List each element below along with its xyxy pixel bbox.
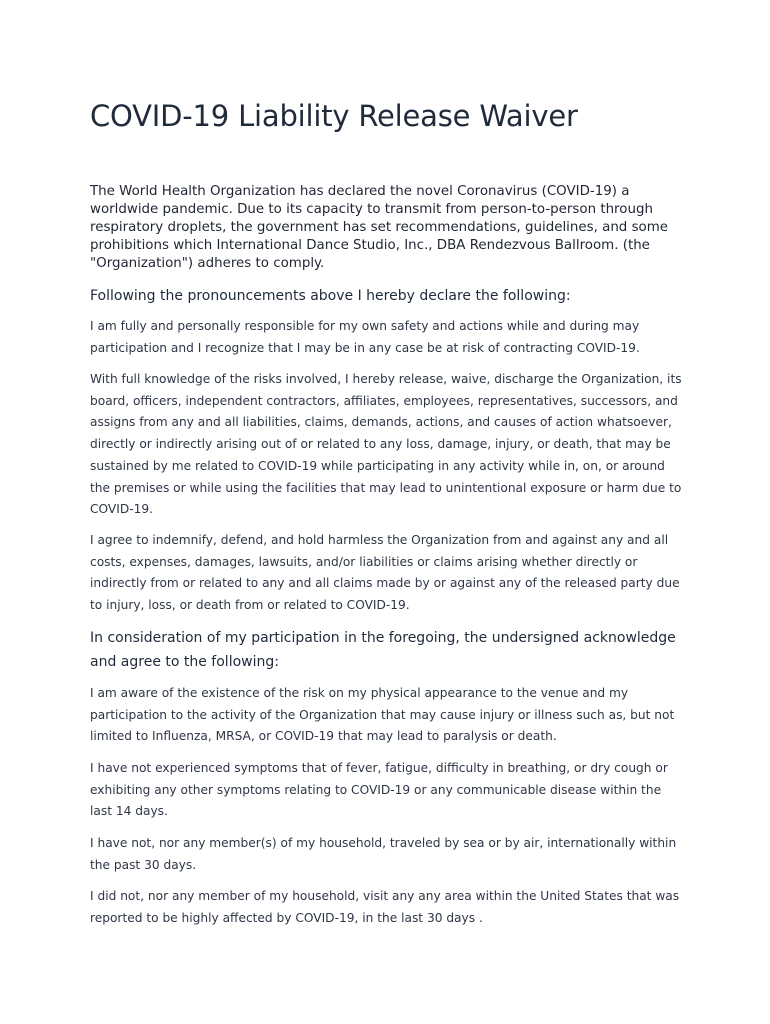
section-1-paragraph-3: I agree to indemnify, defend, and hold harmless the Organization from and against any and all costs, expenses, damages, lawsuits, and/or liabilities or claims arising whether directly or indirectly from or related to any and all claims made by or against any of the released party due to injury, loss, or death from or related to COVID-19.: [90, 533, 680, 613]
section-1-paragraph-1: I am fully and personally responsible for my own safety and actions while and during may participation and I recognize that I may be in any case be at risk of contracting COVID-19.: [90, 319, 640, 355]
section-2-paragraph-3: I have not, nor any member(s) of my household, traveled by sea or by air, internationally within the past 30 days.: [90, 836, 677, 872]
section-1-heading: Following the pronouncements above I hereby declare the following:: [90, 288, 571, 304]
section-2-heading: In consideration of my participation in the foregoing, the undersigned acknowledge and agree to the following:: [90, 630, 676, 670]
document-title: COVID-19 Liability Release Waiver: [90, 99, 578, 133]
section-1-paragraph-2: With full knowledge of the risks involved, I hereby release, waive, discharge the Organization, its board, officers, independent contractors, affiliates, employees, representatives, successors, and assigns from any and all liabilities, claims, demands, actions, and causes of action whatsoever, directly or indirectly arising out of or related to any loss, damage, injury, or death, that may be sustained by me related to COVID-19 while participating in any activity while in, on, or around the premises or while using the facilities that may lead to unintentional exposure or harm due to COVID-19.: [90, 372, 682, 517]
section-2-paragraph-2: I have not experienced symptoms that of fever, fatigue, difficulty in breathing, or dry cough or exhibiting any other symptoms relating to COVID-19 or any communicable disease within the last 14 days.: [90, 761, 668, 819]
section-2-paragraph-1: I am aware of the existence of the risk on my physical appearance to the venue and my participation to the activity of the Organization that may cause injury or illness such as, but not limited to Influenza, MRSA, or COVID-19 that may lead to paralysis or death.: [90, 686, 675, 744]
section-2-paragraph-4: I did not, nor any member of my household, visit any any area within the United States that was reported to be highly affected by COVID-19, in the last 30 days .: [90, 889, 680, 925]
intro-paragraph: The World Health Organization has declared the novel Coronavirus (COVID-19) a worldwide pandemic. Due to its capacity to transmit from person-to-person through respiratory droplets, the government has set recommendations, guidelines, and some prohibitions which International Dance Studio, Inc., DBA Rendezvous Ballroom. (the "Organization") adheres to comply.: [90, 184, 669, 271]
